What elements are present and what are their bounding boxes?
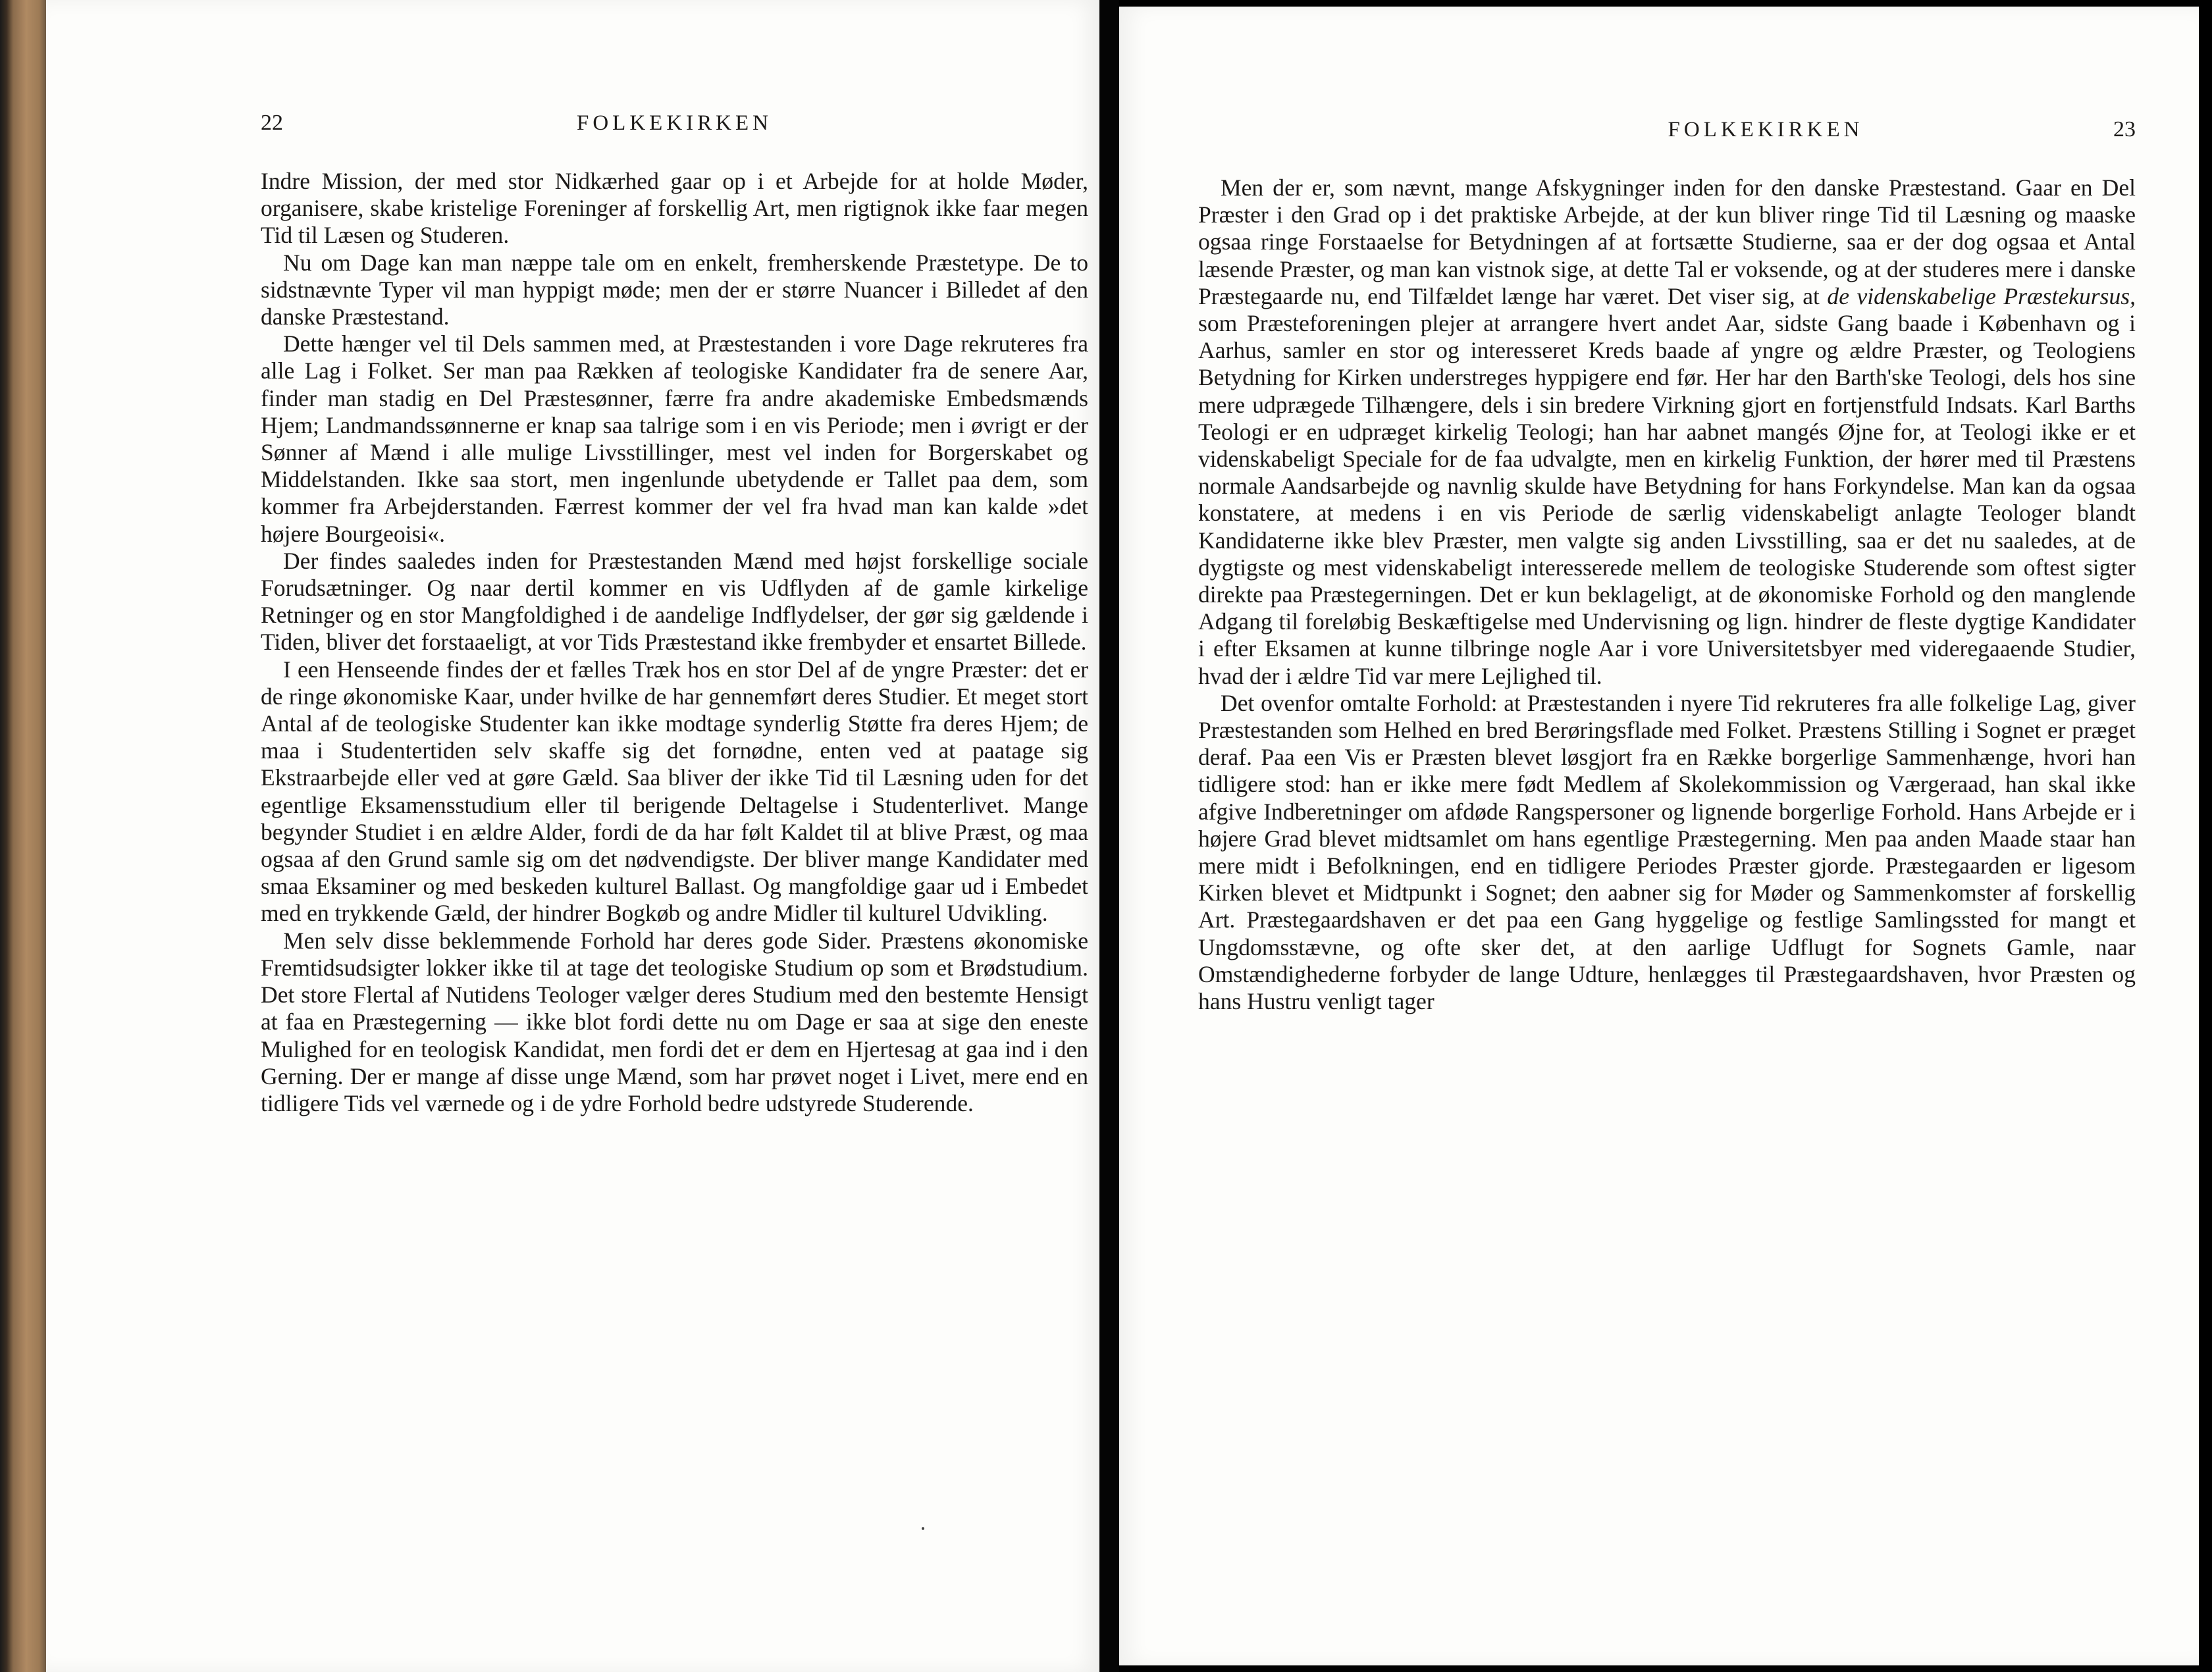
paragraph-text: som Præsteforeningen plejer at arrangere hvert andet Aar, sidste Gang baade i København og i Aarhus, samler en stor og interesseret Kreds baade af yngre og ældre Præster, og Teologiens Betydning for Kirken understreges hyppigere end før. Her har den Barth'ske Teologi, dels hos sine mere udprægede Tilhængere, dels i sin bredere Virkning gjort en fortjenstfuld Indsats. Karl Barths Teologi er en udpræget kirkelig Teologi; han har aabnet mangés Øjne for, at Teologi ikke er et videnskabeligt Speciale for de faa udvalgte, men en kirkelig Funktion, der hører med til Præstens normale Aandsarbejde og navnlig skulde have Betydning for hans Forkyndelse. Man kan da ogsaa konstatere, at medens i en vis Periode de særlig videnskabeligt anlagte Teologer blandt Kandidaterne ikke blev Præster, men valgte sig anden Livsstilling, saa er det nu saaledes, at de dygtigste og mest videnskabeligt interesserede mellem de teologiske Studerende som oftest sigter direkte paa Præstegerningen. Det er kun beklageligt, at de økonomiske Forhold og den manglende Adgang til foreløbig Beskæftigelse med Undervisning og lign. hindrer de fleste dygtige Kandidater i efter Eksamen at kunne tilbringe nogle Aar i vore Universitetsbyer med videregaaende Studier, hvad der i ældre Tid var mere Lejlighed til. — [1198, 310, 2136, 689]
paragraph: I een Henseende findes der et fælles Træk hos en stor Del af de yngre Præster: det er de ringe økonomiske Kaar, under hvilke de har gennemført deres Studier. Et meget stort Antal af de teologiske Studenter kan ikke modtage synderlig Støtte fra deres Hjem; de maa i Studentertiden selv skaffe sig det fornødne, enten ved at paatage sig Ekstraarbejde eller ved at gøre Gæld. Saa bliver der ikke Tid til Læsning uden for det egentlige Eksamensstudium eller til berigende Deltagelse i Studenterlivet. Mange begynder Studiet i en ældre Alder, fordi de da har følt Kaldet til at blive Præst, og maa ogsaa af den Grund samle sig om det nødvendigste. Der bliver mange Kandidater med smaa Eksaminer og med beskeden kulturel Ballast. Og mangfoldige gaar ud i Embedet med en trykkende Gæld, der hindrer Bogkøb og andre Midler til kulturel Udvikling. — [261, 656, 1088, 927]
page-speck — [922, 1527, 924, 1530]
right-page — [1119, 7, 2199, 1665]
right-body-text — [1198, 174, 2136, 1015]
paragraph-text: Men der er, som nævnt, mange Afskygninger inden for den danske Præstestand. Gaar en Del Præster i den Grad op i det praktiske Arbejde, at der kun bliver ringe Tid til Læsning og maaske ogsaa ringe Forstaaelse for Betydningen af at fortsætte Studierne, saa er der dog ogsaa et Antal læsende Præster, og man kan vistnok sige, at dette Tal er voksende, og at der studeres mere i danske Præstegaarde nu, end Tilfældet længe har været. Det viser sig, at — [1198, 174, 2136, 309]
right-page-number: 23 — [2113, 117, 2136, 142]
paragraph: Indre Mission, der med stor Nidkærhed gaar op i et Arbejde for at holde Møder, organisere, skabe kristelige Foreninger af forskellig Art, men rigtignok ikke faar megen Tid til Læsen og Studeren. — [261, 168, 1088, 249]
left-page-number: 22 — [261, 111, 283, 135]
book-gutter — [1099, 0, 1119, 1672]
book-spine-edge — [0, 0, 46, 1672]
paragraph: Men selv disse beklemmende Forhold har deres gode Sider. Præstens økonomiske Fremtidsudsigter lokker ikke til at tage det teologiske Studium op som et Brødstudium. Det store Flertal af Nutidens Teologer vælger deres Studium med den bestemte Hensigt at faa en Præstegerning — ikke blot fordi dette nu om Dage er saa at sige den eneste Mulighed for en teologisk Kandidat, men fordi det er dem en Hjertesag at gaa ind i den Gerning. Der er mange af disse unge Mænd, som har prøvet noget i Livet, mere end en tidligere Tids vel værnede og i de ydre Forhold bedre udstyrede Studerende. — [261, 927, 1088, 1116]
left-page — [46, 0, 1099, 1672]
right-header-title: FOLKEKIRKEN — [1668, 118, 1864, 142]
paragraph: Det ovenfor omtalte Forhold: at Præstestanden i nyere Tid rekruteres fra alle folkelige Lag, giver Præstestanden som Helhed en bred Berøringsflade med Folket. Præstens Stilling i Sognet er præget deraf. Paa een Vis er Præsten blevet løsgjort fra en Række borgerlige Sammenhænge, hvori han tidligere stod: han er ikke mere født Medlem af Skolekommission og Værgeraad, han skal ikke afgive Indberetninger om afdøde Rangspersoner og lignende borgerlige Forhold. Hans Arbejde er i højere Grad blevet midtsamlet om hans egentlige Præstegerning. Men paa anden Maade staar han mere midt i Befolkningen, end en tidligere Periodes Præster gjorde. Præstegaarden er ligesom Kirken blevet et Midtpunkt i Sognet; den aabner sig for Møder og Sammenkomster af forskellig Art. Præstegaardshaven er det paa een Gang hyggelige og festlige Samlingssted for mangt et Ungdomsstævne, og ofte sker det, at den aarlige Udflugt for Sognets Gamle, naar Omstændighederne forbyder de lange Udture, henlægges til Præstegaardshaven, hvor Præsten og hans Hustru venligt tager — [1198, 689, 2136, 1015]
paragraph: Nu om Dage kan man næppe tale om en enkelt, fremherskende Præstetype. De to sidstnævnte Typer vil man hyppigt møde; men der er større Nuancer i Billedet af den danske Præstestand. — [261, 249, 1088, 330]
left-header-title: FOLKEKIRKEN — [577, 111, 772, 135]
paragraph — [1198, 174, 2136, 690]
paragraph: Der findes saaledes inden for Præstestanden Mænd med højst forskellige sociale Forudsætninger. Og naar dertil kommer en vis Udflyden af de gamle kirkelige Retninger og en stor Mangfoldighed i de aandelige Indflydelser, der gør sig gældende i Tiden, bliver det forstaaeligt, at vor Tids Præstestand ikke frembyder et ensartet Billede. — [261, 547, 1088, 656]
paragraph: Dette hænger vel til Dels sammen med, at Præstestanden i vore Dage rekruteres fra alle Lag i Folket. Ser man paa Rækken af teologiske Kandidater fra de senere Aar, finder man stadig en Del Præstesønner, færre fra andre akademiske Embedsmænds Hjem; Landmandssønnerne er knap saa talrige som i en vis Periode; men i øvrigt er der Sønner af Mænd i alle mulige Livsstillinger, mest vel inden for Borgerskabet og Middelstanden. Ikke saa stort, men ingenlunde ubetydende er Tallet paa dem, som kommer fra Arbejderstanden. Færrest kommer der vel fra hvad man kan kalde »det højere Bourgeoisi«. — [261, 330, 1088, 547]
left-body-text — [261, 168, 1088, 1117]
right-running-head — [1396, 117, 2136, 142]
left-running-head — [261, 111, 1088, 136]
italic-phrase: de videnskabelige Præstekursus, — [1827, 282, 2136, 309]
